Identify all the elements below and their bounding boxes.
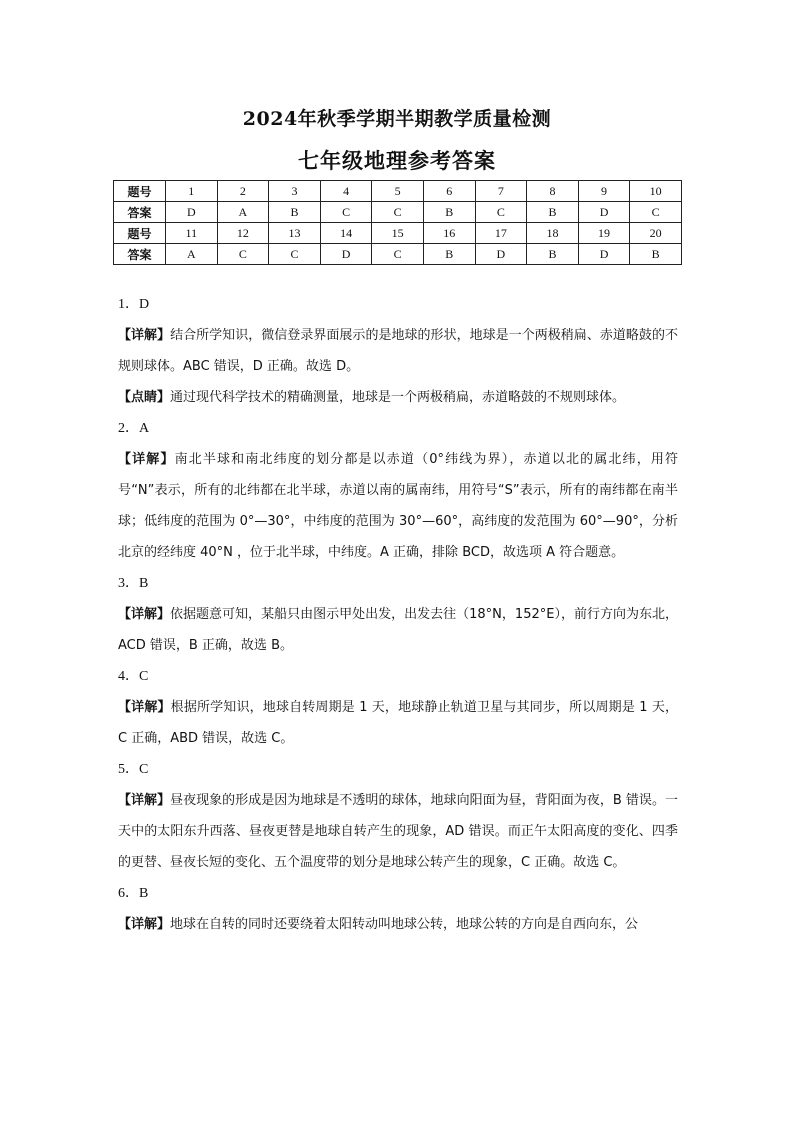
explanation-text: 南北半球和南北纬度的划分都是以赤道（0°纬线为界），赤道以北的属北纬，用符号“N”表示，所有的北纬都在北半球，赤道以南的属南纬，用符号“S”表示，所有的南纬都在南半球；低纬度的范围为 0°—30°，中纬度的范围为 30°—60°，高纬度的发范围为 60°—90°，分析北京的经纬度 40°N ，位于北半球，中纬度。A 正确，排除 BCD，故选项 A 符合题意。	[118, 452, 678, 560]
question-number-cell: 3	[269, 181, 321, 202]
question-answer-heading: 3．B	[118, 576, 149, 591]
question-answer-heading: 6．B	[118, 886, 149, 901]
explanation-text: 昼夜现象的形成是因为地球是不透明的球体，地球向阳面为昼，背阳面为夜，B 错误。一天中的太阳东升西落、昼夜更替是地球自转产生的现象，AD 错误。而正午太阳高度的变化、四季的更替、昼夜长短的变化、五个温度带的划分是地球公转产生的现象，C 正确。故选 C。	[118, 793, 678, 870]
explanation-text: 结合所学知识，微信登录界面展示的是地球的形状，地球是一个两极稍扁、赤道略鼓的不规则球体。ABC 错误，D 正确。故选 D。	[118, 328, 678, 374]
question-number-cell: 15	[372, 223, 424, 244]
explanation-tag: 【点睛】	[118, 390, 171, 405]
row-label-number: 题号	[114, 223, 166, 244]
explanation-text: 通过现代科学技术的精确测量，地球是一个两极稍扁，赤道略鼓的不规则球体。	[170, 390, 626, 405]
explanation-paragraph	[118, 444, 678, 568]
question-number-cell: 9	[578, 181, 630, 202]
explanation-text: 地球在自转的同时还要绕着太阳转动叫地球公转，地球公转的方向是自西向东，公	[170, 917, 639, 932]
answer-cell: D	[578, 244, 630, 265]
explanation-paragraph	[118, 909, 678, 940]
explanation-tag: 【详解】	[118, 328, 171, 343]
explanation-paragraph	[118, 320, 678, 382]
answer-cell: D	[578, 202, 630, 223]
question-number-cell: 1	[166, 181, 218, 202]
question-number-cell: 18	[527, 223, 579, 244]
answer-cell: B	[527, 244, 579, 265]
explanations-section	[118, 289, 678, 940]
question-number-cell: 4	[320, 181, 372, 202]
table-row-answers	[114, 244, 682, 265]
question-number-cell: 16	[423, 223, 475, 244]
answer-cell: A	[217, 202, 269, 223]
question-answer-heading: 5．C	[118, 762, 149, 777]
explanation-tag: 【详解】	[118, 607, 171, 622]
answer-cell: B	[269, 202, 321, 223]
question-number-cell: 5	[372, 181, 424, 202]
explanation-tag: 【详解】	[118, 700, 171, 715]
question-number-cell: 20	[630, 223, 682, 244]
question-number-cell: 13	[269, 223, 321, 244]
answer-cell: D	[320, 244, 372, 265]
answer-table	[113, 180, 682, 265]
answer-cell: D	[475, 244, 527, 265]
answer-cell: C	[269, 244, 321, 265]
question-number-cell: 10	[630, 181, 682, 202]
question-number-cell: 11	[166, 223, 218, 244]
table-row-numbers	[114, 223, 682, 244]
question-number-cell: 12	[217, 223, 269, 244]
explanation-paragraph	[118, 692, 678, 754]
answer-cell: D	[166, 202, 218, 223]
explanation-text: 根据所学知识，地球自转周期是 1 天，地球静止轨道卫星与其同步，所以周期是 1 天，C 正确，ABD 错误，故选 C。	[118, 700, 678, 746]
explanation-paragraph	[118, 785, 678, 878]
answer-cell: B	[423, 244, 475, 265]
answer-cell: B	[423, 202, 475, 223]
question-number-cell: 14	[320, 223, 372, 244]
explanation-tag: 【详解】	[118, 793, 171, 808]
answer-cell: C	[320, 202, 372, 223]
explanation-paragraph	[118, 382, 678, 413]
answer-cell: C	[372, 202, 424, 223]
answer-cell: C	[475, 202, 527, 223]
answer-cell: C	[630, 202, 682, 223]
explanation-paragraph	[118, 599, 678, 661]
question-number-cell: 17	[475, 223, 527, 244]
question-number-cell: 2	[217, 181, 269, 202]
answer-cell: C	[217, 244, 269, 265]
explanation-text: 依据题意可知，某船只由图示甲处出发，出发去往（18°N，152°E），前行方向为东北，ACD 错误，B 正确，故选 B。	[118, 607, 678, 653]
question-number-cell: 19	[578, 223, 630, 244]
row-label-answer: 答案	[114, 202, 166, 223]
explanation-tag: 【详解】	[118, 917, 171, 932]
document-subtitle: 七年级地理参考答案	[298, 148, 496, 173]
table-row-answers	[114, 202, 682, 223]
table-row-numbers	[114, 181, 682, 202]
answer-cell: B	[630, 244, 682, 265]
question-answer-heading: 2．A	[118, 421, 150, 436]
question-number-cell: 6	[423, 181, 475, 202]
question-number-cell: 8	[527, 181, 579, 202]
explanation-tag: 【详解】	[118, 452, 175, 467]
answer-cell: B	[527, 202, 579, 223]
row-label-answer: 答案	[114, 244, 166, 265]
document-title: 2024年秋季学期半期教学质量检测	[242, 108, 552, 130]
question-answer-heading: 1．D	[118, 297, 150, 312]
question-number-cell: 7	[475, 181, 527, 202]
question-answer-heading: 4．C	[118, 669, 149, 684]
answer-cell: A	[166, 244, 218, 265]
row-label-number: 题号	[114, 181, 166, 202]
answer-cell: C	[372, 244, 424, 265]
